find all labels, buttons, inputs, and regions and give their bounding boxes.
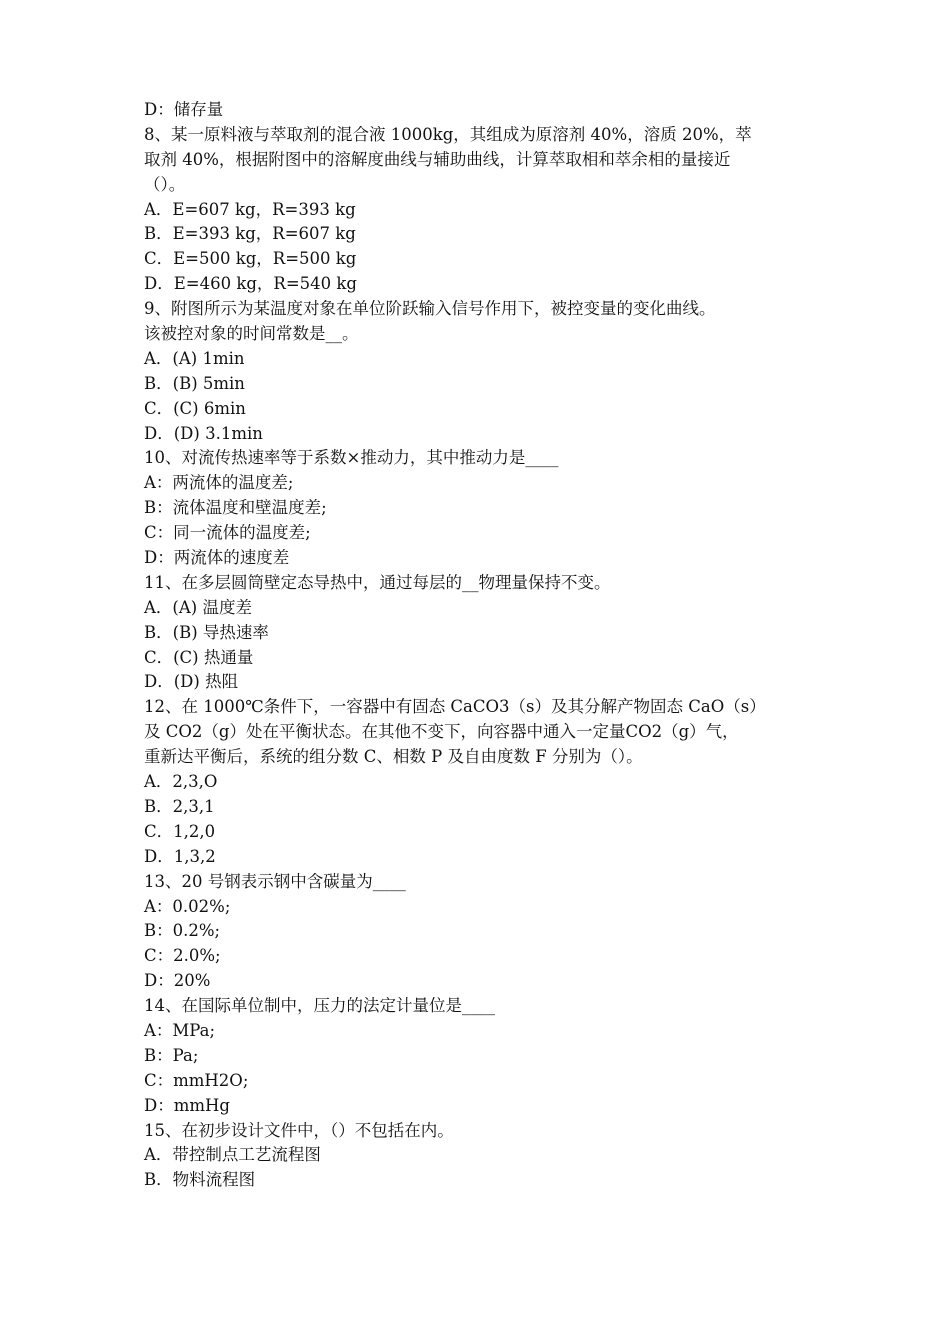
text-line: 14、在国际单位制中，压力的法定计量位是____ <box>144 996 495 1016</box>
text-line: A：0.02%; <box>144 896 231 916</box>
text-line: B．E=393 kg，R=607 kg <box>144 224 356 244</box>
text-line: D：两流体的速度差 <box>144 548 290 568</box>
text-line: 重新达平衡后，系统的组分数 C、相数 P 及自由度数 F 分别为（）。 <box>144 747 643 767</box>
text-line: C．E=500 kg，R=500 kg <box>144 249 357 269</box>
text-line: B：流体温度和壁温度差; <box>144 498 327 518</box>
text-line: D：mmHg <box>144 1095 230 1115</box>
text-line: 该被控对象的时间常数是__。 <box>144 324 359 344</box>
text-line: 8、某一原料液与萃取剂的混合液 1000kg，其组成为原溶剂 40%，溶质 20%，萃 <box>144 124 752 144</box>
text-line: A．(A) 1min <box>144 348 245 368</box>
text-line: D．(D) 3.1min <box>144 423 263 443</box>
text-line: D．(D) 热阻 <box>144 672 239 692</box>
text-line: B．(B) 导热速率 <box>144 622 269 642</box>
text-line: B．物料流程图 <box>144 1170 256 1190</box>
text-line: A：MPa; <box>144 1020 216 1040</box>
text-line: C．(C) 热通量 <box>144 647 254 667</box>
text-line: 10、对流传热速率等于系数×推动力，其中推动力是____ <box>144 448 559 468</box>
text-line: 15、在初步设计文件中，（）不包括在内。 <box>144 1120 454 1140</box>
text-line: 13、20 号钢表示钢中含碳量为____ <box>144 871 406 891</box>
text-line: C．(C) 6min <box>144 398 246 418</box>
document-body <box>144 98 814 1193</box>
text-line: B．2,3,1 <box>144 796 215 816</box>
text-line: B．(B) 5min <box>144 373 245 393</box>
text-line: B：Pa; <box>144 1045 199 1065</box>
text-line: 9、附图所示为某温度对象在单位阶跃输入信号作用下，被控变量的变化曲线。 <box>144 299 716 319</box>
text-line: B：0.2%; <box>144 921 221 941</box>
text-line: 12、在 1000℃条件下，一容器中有固态 CaCO3（s）及其分解产物固态 CaO（s） <box>144 697 766 717</box>
text-line: 及 CO2（g）处在平衡状态。在其他不变下，向容器中通入一定量CO2（g）气， <box>144 722 739 742</box>
text-line: A：两流体的温度差; <box>144 473 294 493</box>
text-line: A．E=607 kg，R=393 kg <box>144 199 356 219</box>
text-line: C：同一流体的温度差; <box>144 523 311 543</box>
text-line: D：20% <box>144 971 211 991</box>
text-line: A．2,3,O <box>144 772 218 792</box>
text-line: （）。 <box>144 174 186 194</box>
text-line: C．1,2,0 <box>144 821 216 841</box>
text-line: A．带控制点工艺流程图 <box>144 1145 321 1165</box>
text-line: 取剂 40%，根据附图中的溶解度曲线与辅助曲线，计算萃取相和萃余相的量接近 <box>144 149 731 169</box>
text-line: C：2.0%; <box>144 946 221 966</box>
text-line: D．E=460 kg，R=540 kg <box>144 274 357 294</box>
text-line: 11、在多层圆筒壁定态导热中，通过每层的__物理量保持不变。 <box>144 572 611 592</box>
text-line: D．1,3,2 <box>144 846 216 866</box>
text-line: A．(A) 温度差 <box>144 597 252 617</box>
text-line: D：储存量 <box>144 100 224 119</box>
text-line: C：mmH2O; <box>144 1070 249 1090</box>
